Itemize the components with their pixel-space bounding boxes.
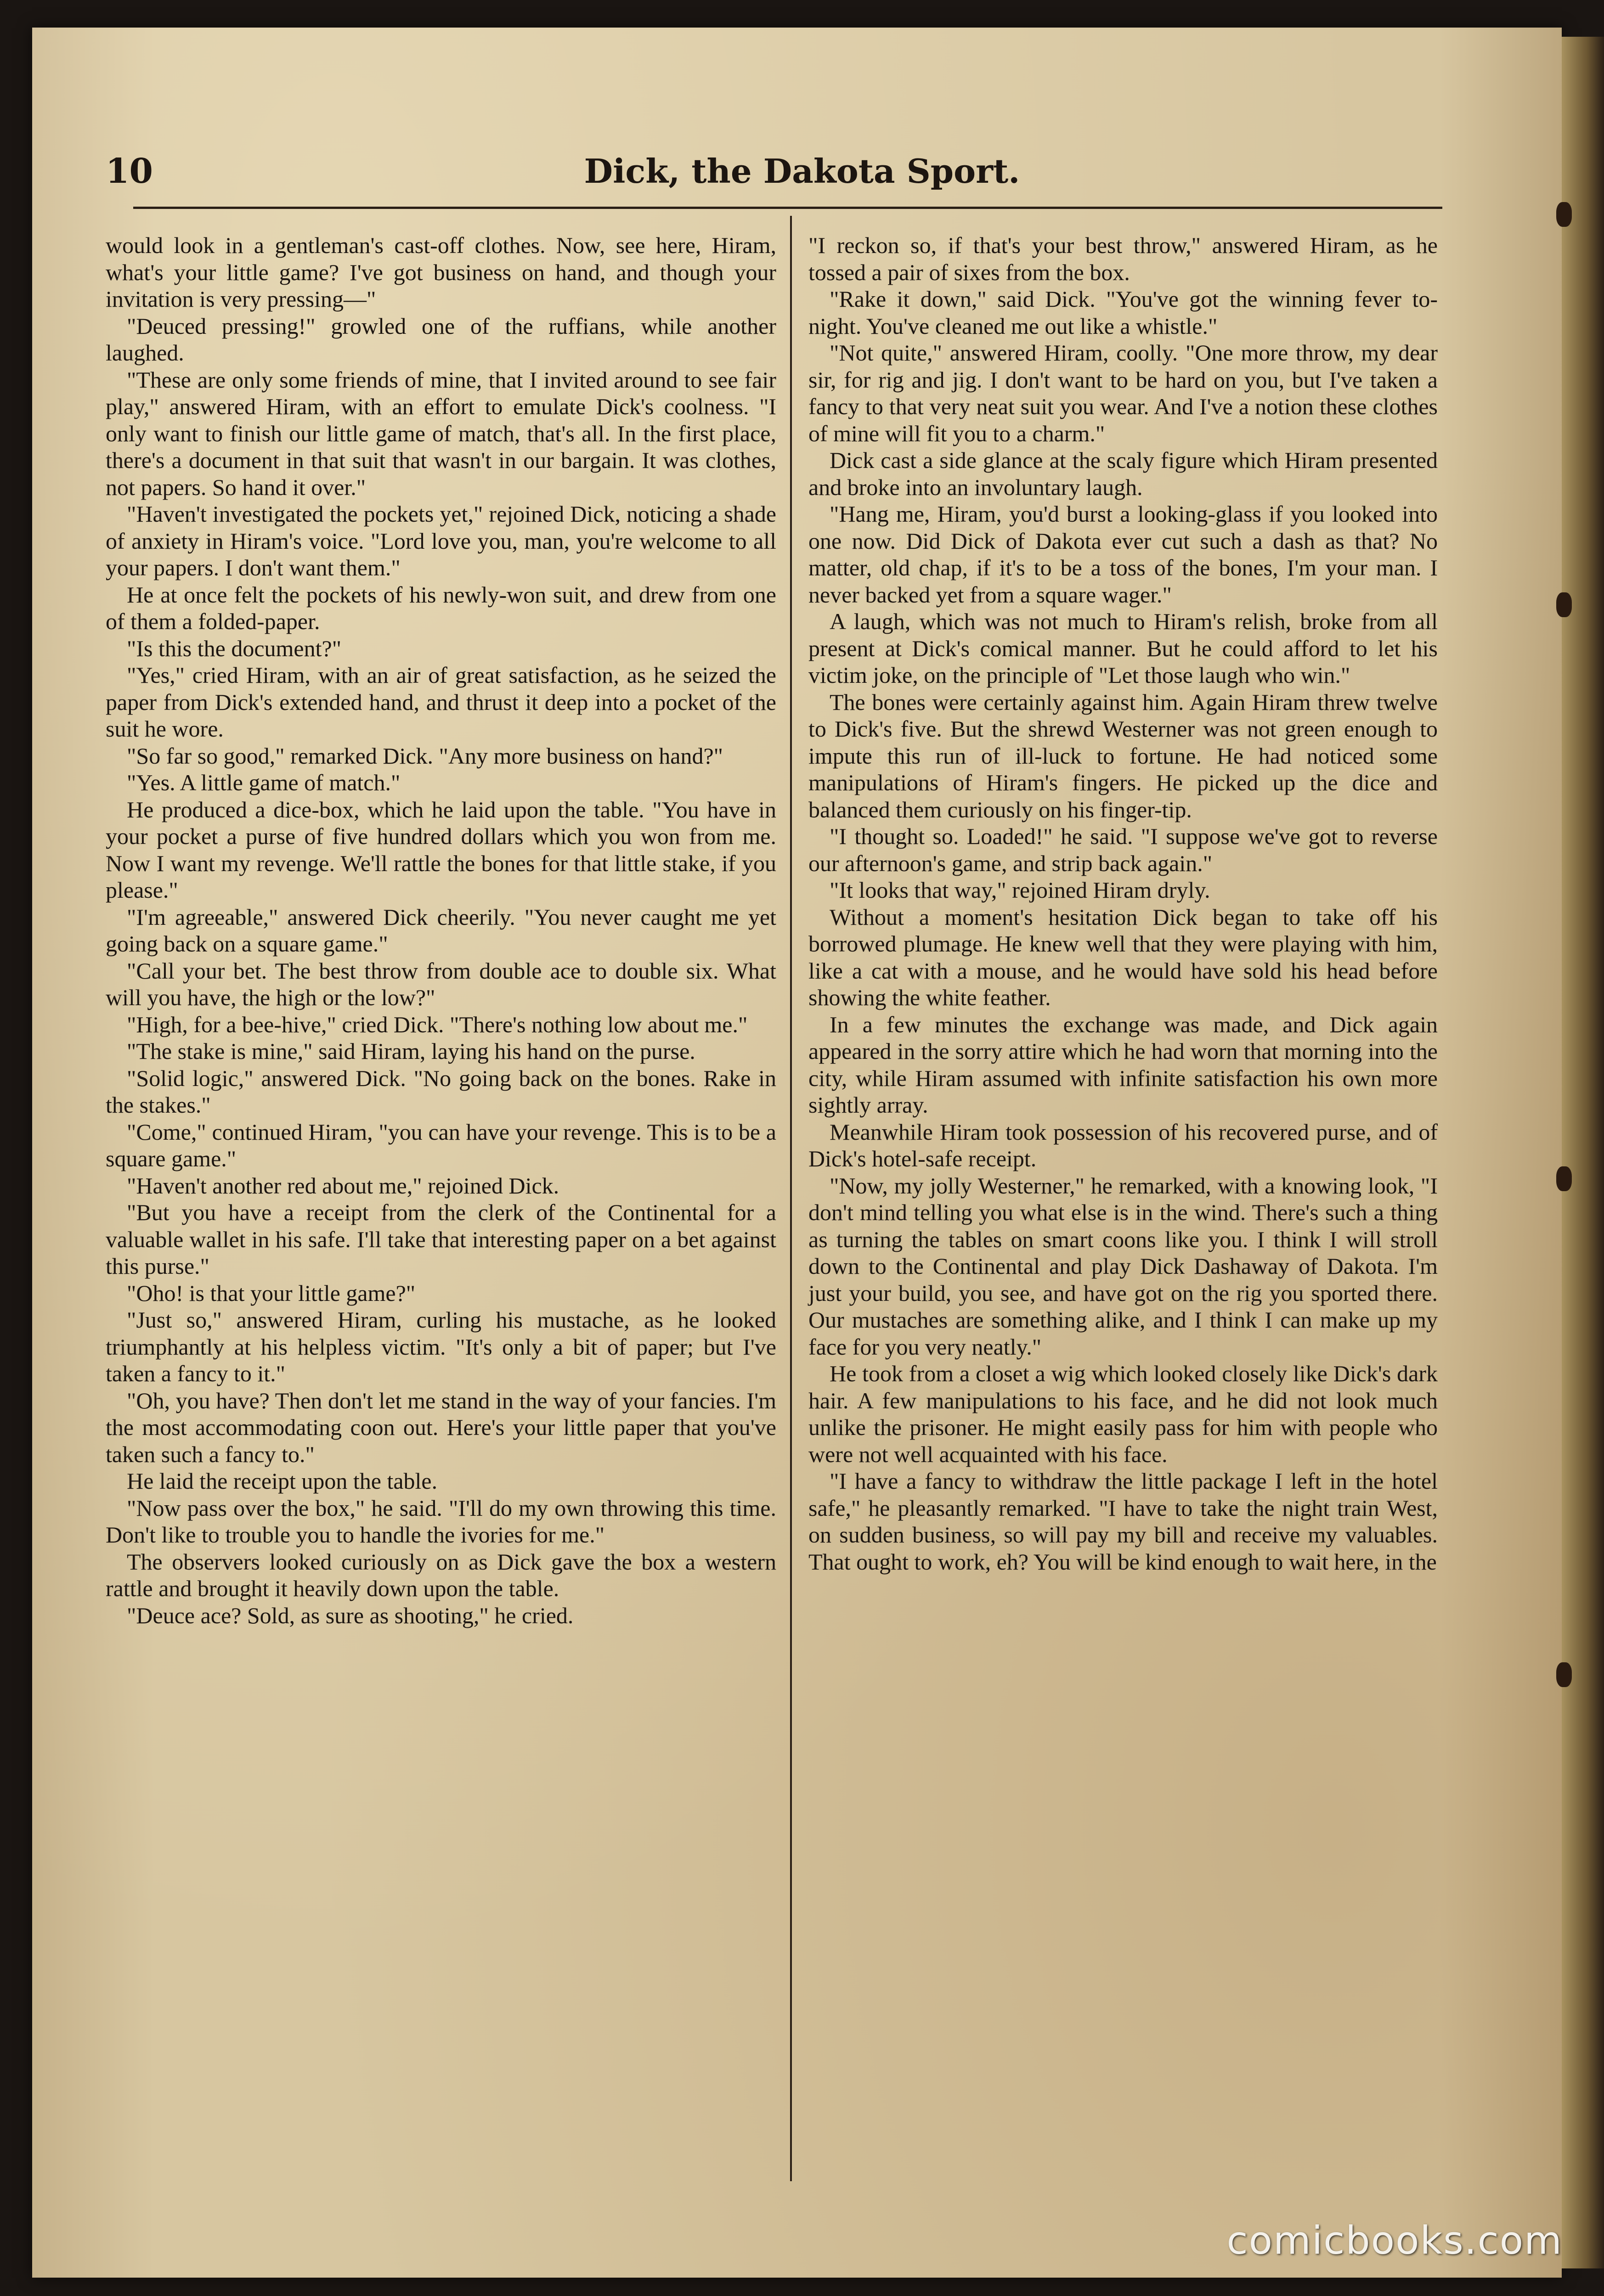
paragraph: "It looks that way," rejoined Hiram dryly. — [830, 877, 1210, 903]
paragraph: "Haven't investigated the pockets yet," rejoined Dick, noticing a shade of anxiety in Hiram's voice. "Lord love you, man, you're welcome to all your papers. I don't want them." — [106, 501, 776, 580]
staple-hole — [1556, 592, 1572, 617]
paragraph: "These are only some friends of mine, that I invited around to see fair play," answered Hiram, with an effort to emulate Dick's coolness. "I only want to finish our little game of match, that's all. In the first place, there's a document in that suit that wasn't in our bargain. It was clothes, not papers. So hand it over." — [106, 366, 776, 500]
paragraph: The observers looked curiously on as Dick gave the box a western rattle and brought it heavily down upon the table. — [106, 1548, 776, 1601]
paragraph: "Yes," cried Hiram, with an air of great satisfaction, as he seized the paper from Dick's extended hand, and thrust it deep into a pocket of the suit he wore. — [106, 662, 776, 742]
paragraph: Dick cast a side glance at the scaly figure which Hiram presented and broke into an involuntary laugh. — [808, 447, 1438, 500]
paragraph: He produced a dice-box, which he laid upon the table. "You have in your pocket a purse of five hundred dollars which you won from me. Now I want my revenge. We'll rattle the bones for that little stake, if you please." — [106, 796, 776, 903]
paragraph: "Rake it down," said Dick. "You've got the winning fever to-night. You've cleaned me out like a whistle." — [808, 286, 1438, 339]
paragraph: "Not quite," answered Hiram, coolly. "One more throw, my dear sir, for rig and jig. I don't want to be hard on you, but I've taken a fancy to that very neat suit you wear. And I've a notion these clothes of mine will fit you to a charm." — [808, 340, 1438, 446]
page-number: 10 — [106, 152, 153, 191]
paragraph: "Now, my jolly Westerner," he remarked, with a knowing look, "I don't mind telling you what else is in the wind. There's such a thing as turning the tables on smart coons like you. I think I will stroll down to the Continental and play Dick Dashaway of Dakota. I'm just your build, you see, and have got on the rig you sported there. Our mustaches are something alike, and I think I can make up my face for you very neatly." — [808, 1172, 1438, 1360]
paragraph: "Just so," answered Hiram, curling his mustache, as he looked triumphantly at his helpless victim. "It's only a bit of paper; but I've taken a fancy to it." — [106, 1307, 776, 1386]
staple-hole — [1556, 202, 1572, 227]
paragraph: "High, for a bee-hive," cried Dick. "There's nothing low about me." — [127, 1011, 748, 1037]
paragraph: A laugh, which was not much to Hiram's relish, broke from all present at Dick's comical manner. But he could afford to let his victim joke, on the principle of "Let those laugh who win." — [808, 608, 1438, 688]
paragraph: would look in a gentleman's cast-off clothes. Now, see here, Hiram, what's your little game? I've got business on hand, and though your invitation is very pressing—" — [106, 232, 776, 312]
watermark: comicbooks.com — [1226, 2218, 1563, 2263]
paragraph: "Oho! is that your little game?" — [127, 1280, 416, 1306]
paragraph: He took from a closet a wig which looked closely like Dick's dark hair. A few manipulations to his face, and he did not look much unlike the prisoner. He might easily pass for him with people who were not well acquainted with his face. — [808, 1361, 1438, 1467]
paragraph: Without a moment's hesitation Dick began to take off his borrowed plumage. He knew well that they were playing with him, like a cat with a mouse, and he would have sold his head before showing the white feather. — [808, 904, 1438, 1010]
paragraph: He laid the receipt upon the table. — [127, 1468, 438, 1494]
paragraph: "But you have a receipt from the clerk of the Continental for a valuable wallet in his safe. I'll take that interesting paper on a bet against this purse." — [106, 1199, 776, 1279]
header-rule — [133, 207, 1442, 209]
paragraph: "Hang me, Hiram, you'd burst a looking-glass if you looked into one now. Did Dick of Dakota ever cut such a dash as that? No matter, old chap, if it's to be a toss of the bones, I'm your man. I never backed yet from a square wager." — [808, 501, 1438, 608]
paragraph: "Come," continued Hiram, "you can have your revenge. This is to be a square game." — [106, 1119, 776, 1171]
staple-hole — [1556, 1166, 1572, 1191]
paragraph: "I'm agreeable," answered Dick cheerily. "You never caught me yet going back on a square game." — [106, 904, 776, 957]
paragraph: "Now pass over the box," he said. "I'll do my own throwing this time. Don't like to trouble you to handle the ivories for me." — [106, 1495, 776, 1548]
paragraph: "So far so good," remarked Dick. "Any more business on hand?" — [127, 743, 723, 769]
paragraph: "I have a fancy to withdraw the little package I left in the hotel safe," he pleasantly remarked. "I have to take the night train West, on sudden business, so will pay my bill and receive my valuables. That ought to work, eh? You will be kind enough to wait here, in the — [808, 1468, 1438, 1575]
column-divider — [790, 216, 792, 2181]
paragraph: "Haven't another red about me," rejoined Dick. — [127, 1172, 559, 1199]
paragraph: "I reckon so, if that's your best throw," answered Hiram, as he tossed a pair of sixes from the box. — [808, 232, 1438, 285]
paragraph: Meanwhile Hiram took possession of his recovered purse, and of Dick's hotel-safe receipt. — [808, 1119, 1438, 1171]
right-column — [808, 232, 1438, 1575]
binding-edge — [1562, 37, 1604, 2268]
paragraph: "Call your bet. The best throw from double ace to double six. What will you have, the high or the low?" — [106, 957, 776, 1010]
left-column — [106, 232, 776, 1629]
paragraph: "Deuce ace? Sold, as sure as shooting," he cried. — [127, 1602, 574, 1628]
paragraph: "Is this the document?" — [127, 635, 342, 661]
paragraph: "Solid logic," answered Dick. "No going back on the bones. Rake in the stakes." — [106, 1065, 776, 1118]
paragraph: "I thought so. Loaded!" he said. "I suppose we've got to reverse our afternoon's game, and strip back again." — [808, 823, 1438, 876]
paragraph: He at once felt the pockets of his newly-won suit, and drew from one of them a folded-paper. — [106, 581, 776, 634]
paragraph: "Deuced pressing!" growled one of the ruffians, while another laughed. — [106, 313, 776, 366]
paragraph: "Oh, you have? Then don't let me stand in the way of your fancies. I'm the most accommodating coon out. Here's your little paper that you've taken such a fancy to." — [106, 1387, 776, 1467]
staple-hole — [1556, 1662, 1572, 1687]
paragraph: In a few minutes the exchange was made, and Dick again appeared in the sorry attire which he had worn that morning into the city, while Hiram assumed with infinite satisfaction his own more sightly array. — [808, 1011, 1438, 1118]
paragraph: The bones were certainly against him. Again Hiram threw twelve to Dick's five. But the shrewd Westerner was not green enough to impute this run of ill-luck to fortune. He had noticed some manipulations of Hiram's fingers. He picked up the dice and balanced them curiously on his finger-tip. — [808, 689, 1438, 822]
paragraph: "The stake is mine," said Hiram, laying his hand on the purse. — [127, 1038, 695, 1064]
running-title: Dick, the Dakota Sport. — [584, 152, 1020, 191]
paragraph: "Yes. A little game of match." — [127, 770, 401, 795]
